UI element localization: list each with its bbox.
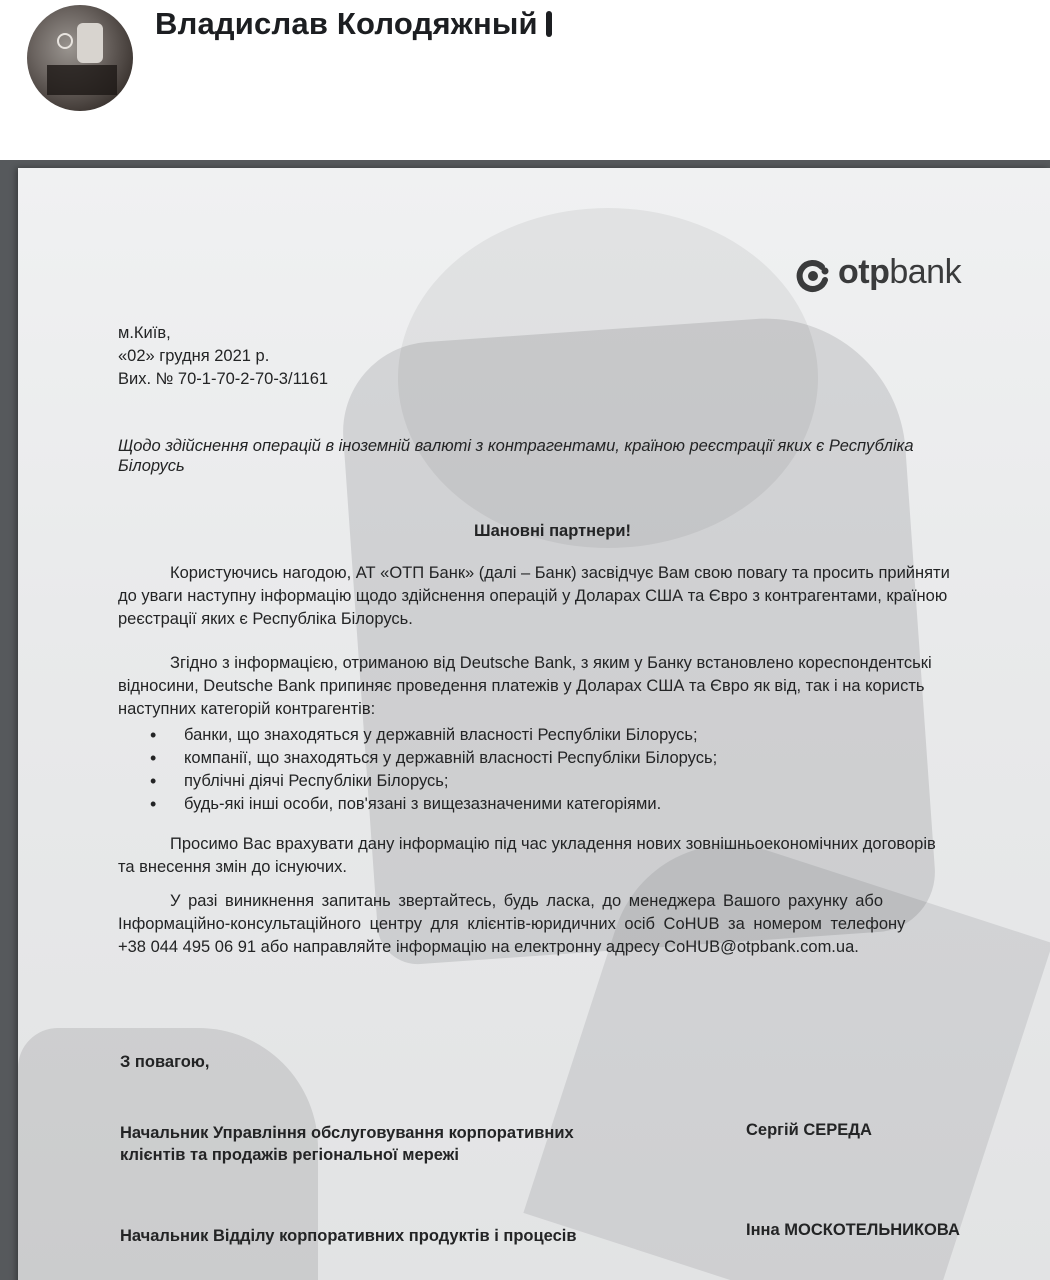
list-item: • компанії, що знаходяться у державній власності Республіки Білорусь; — [150, 747, 717, 770]
signatory-1-title-line-2: клієнтів та продажів регіональної мережі — [120, 1146, 459, 1164]
greeting: Шановні партнери! — [474, 522, 632, 540]
counterparty-categories-list — [150, 724, 717, 816]
subject-line-1: Щодо здійснення операцій в іноземній валюті з контрагентами, країною реєстрації яких є Республіка — [118, 437, 914, 455]
letter-photo[interactable] — [0, 160, 1050, 1280]
paragraph-3: Просимо Вас врахувати дану інформацію під час укладення нових зовнішньоекономічних договорів та внесення змін до існуючих. — [118, 835, 936, 876]
outgoing-number: Вих. № 70-1-70-2-70-3/1161 — [118, 370, 329, 388]
post-header — [0, 0, 1050, 160]
signatory-2-title: Начальник Відділу корпоративних продуктів і процесів — [120, 1227, 577, 1245]
otp-logo-icon — [796, 259, 830, 293]
author-name[interactable]: Владислав Колодяжный — [155, 6, 552, 42]
closing: З повагою, — [120, 1053, 210, 1071]
letter-date: «02» грудня 2021 р. — [118, 347, 270, 365]
author-avatar[interactable] — [27, 5, 133, 111]
letter-paper: otpbank м.Київ, «02» грудня 2021 р. Вих. № 70-1-70-2-70-3/1161 Щодо здійснення операцій в іноземній валюті з контрагентами, країною реєстрації яких є Республіка Білорусь Шановні партнери! Користуючись нагодою, АТ «ОТП Банк» (далі – Банк) засвідчує Вам свою повагу та просить прийняти до уваги наступну інформацію щодо здійснення операцій у Доларах США та Євро з контрагентами, країною реєстрації яких є Республіка Білорусь. Згідно з інформацією, отриманою від Deutsche Bank, з яким у Банку встановлено кореспондентські відносини, Deutsche Bank припиняє проведення платежів у Доларах США та Євро як від, так і на користь наступних категорій контрагентів: • банки, що знаходяться у державній власності Республіки Білорусь; • компанії, що знаходяться у державній власності Республіки Білорусь; • публічні діячі Республіки Білорусь; • будь-які інші особи, пов'язані з вищезазначеними категоріями. Просимо Вас врахувати дану інформацію під час укладення нових зовнішньоекономічних договорів та внесення змін до існуючих. У разі виникнення запитань звертайтесь, будь ласка, до менеджера Вашого рахунку або Інформаційно-консультаційного центру для клієнтів-юридичних осіб CoHUB за номером телефону +38 044 495 06 91 або направляйте інформацію на електронну адресу CoHUB@otpbank.com.ua. З повагою, Начальник Управління обслуговування корпоративних клієнтів та продажів регіональної мережі Сергій СЕРЕДА Начальник Відділу корпоративних продуктів і процесів Інна МОСКОТЕЛЬНИКОВА — [18, 168, 1050, 1280]
paragraph-1: Користуючись нагодою, АТ «ОТП Банк» (далі – Банк) засвідчує Вам свою повагу та просить прийняти до уваги наступну інформацію щодо здійснення операцій у Доларах США та Євро з контрагентами, країною реєстрації яких є Республіка Білорусь. — [118, 564, 950, 628]
list-item: • банки, що знаходяться у державній власності Республіки Білорусь; — [150, 724, 717, 747]
subject-line-2: Білорусь — [118, 457, 185, 475]
list-item: • будь-які інші особи, пов'язані з вищезазначеними категоріями. — [150, 793, 717, 816]
paragraph-2: Згідно з інформацією, отриманою від Deutsche Bank, з яким у Банку встановлено кореспондентські відносини, Deutsche Bank припиняє проведення платежів у Доларах США та Євро як від, так і на користь наступних категорій контрагентів: — [118, 654, 932, 718]
signatory-2-name: Інна МОСКОТЕЛЬНИКОВА — [746, 1221, 960, 1239]
list-item: • публічні діячі Республіки Білорусь; — [150, 770, 717, 793]
letter-city: м.Київ, — [118, 324, 171, 342]
paragraph-4: У разі виникнення запитань звертайтесь, будь ласка, до менеджера Вашого рахунку або Інформаційно-консультаційного центру для клієнтів-юридичних осіб CoHUB за номером телефону +38 044 495 06 91 або направляйте інформацію на електронну адресу CoHUB@otpbank.com.ua. — [118, 892, 906, 956]
signatory-1-title-line-1: Начальник Управління обслуговування корпоративних — [120, 1124, 574, 1142]
signatory-1-name: Сергій СЕРЕДА — [746, 1121, 872, 1139]
